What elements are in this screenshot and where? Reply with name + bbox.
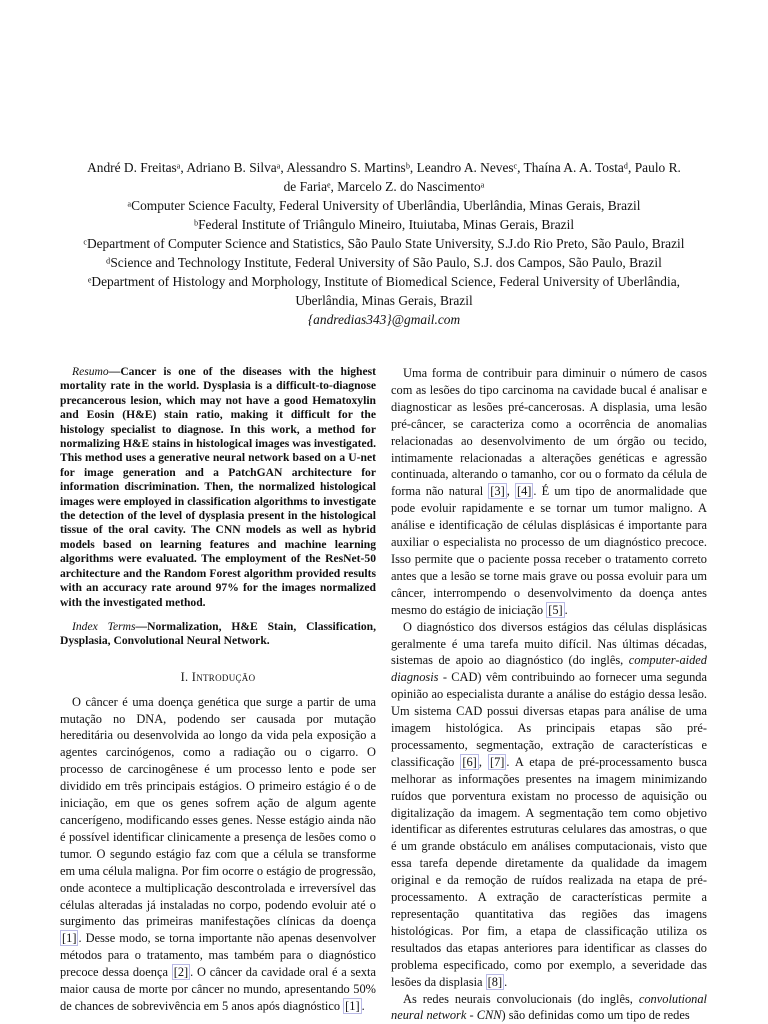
left-column xyxy=(60,365,376,1015)
paper-header xyxy=(52,158,716,329)
citation-link[interactable]: [3] xyxy=(490,484,505,499)
affiliation-e-line-1: ᵉDepartment of Histology and Morphology, Institute of Biomedical Science, Federal University of Uberlândia, xyxy=(88,274,680,289)
index-terms xyxy=(60,620,376,649)
text-segment: As redes neurais convolucionais (do inglês, xyxy=(403,991,639,1006)
right-paragraph-3 xyxy=(391,991,707,1024)
abstract xyxy=(60,365,376,610)
right-column xyxy=(391,365,707,1024)
text-segment: . xyxy=(504,974,508,989)
abstract-text: —Cancer is one of the diseases with the highest mortality rate in the world. Dysplasia is a difficult-to-diagnose precancerous lesion, which may not have a good Hematoxylin and Eosin (H&E) stain ratio, making it difficult for the histology specialist to diagnose. In this work, a method for normalizing H&E stains in histological images was investigated. This method uses a generative neural network based on a U-net for image generation and a PatchGAN architecture for information discrimination. Then, the normalized histological images were employed in classification algorithms to investigate the detection of the level of dysplasia present in the histological tissue of the oral cavity. The CNN models as well as hybrid models based on learning features and machine learning algorithms were evaluated. The employment of the ResNet-50 architecture and the Random Forest algorithm provided results with an accuracy rate around 97% for the images normalized with the investigated method. xyxy=(60,365,376,609)
citation-link[interactable]: [7] xyxy=(489,754,505,769)
text-segment: . A etapa de pré-processamento busca melhorar as informações presentes na imagem minimizando ruídos que porventura existam no processo de aquisição ou digitalização da imagem. A segmentação tem como objetivo identificar as diferentes estruturas celulares das amostras, o que é um grande obstáculo em análises computacionais, visto que essa tarefa depende diretamente da qualidade da imagem original e da remoção de ruídos realizada na etapa de pré-processamento. A extração de características permite a representação quantitativa das regiões das imagens histológicas. Por fim, a etapa de classificação utiliza os resultados das etapas anteriores para identificar as classes do problema especificado, como por exemplo, a severidade das lesões da displasia xyxy=(391,754,707,989)
right-paragraph-2 xyxy=(391,619,707,991)
text-segment: Uma forma de contribuir para diminuir o número de casos com as lesões do tipo carcinoma na cavidade bucal é analisar e diagnosticar as lesões pré-cancerosas. A displasia, uma lesão pré-câncer, se caracteriza como a ocorrência de anomalias relacionadas ao desenvolvimento de um órgão ou tecido, intimamente relacionadas a alterações genéticas e agressão continuada, alterando o tamanho, cor ou o formato da célula de forma não natural xyxy=(391,366,707,499)
citation-link[interactable]: [6] xyxy=(462,754,477,769)
right-paragraph-1 xyxy=(391,365,707,619)
index-terms-label: Index Terms xyxy=(72,619,136,633)
text-segment: O diagnóstico dos diversos estágios das células displásicas geralmente é uma tarefa muito difícil. Nas últimas décadas, sistemas de apoio ao diagnóstico (do inglês, xyxy=(391,619,707,668)
authors-line-1: André D. Freitasᵃ, Adriano B. Silvaᵃ, Alessandro S. Martinsᵇ, Leandro A. Nevesᶜ, Thaína A. A. Tostaᵈ, Paulo R. xyxy=(87,160,681,175)
text-segment: - CAD) vêm contribuindo ao fornecer uma segunda opinião ao especialista durante a análise do estágio dessa lesão. Um sistema CAD possui diversas etapas para análise de uma imagem histológica. As principais etapas são pré-processamento, segmentação, extração de características e classificação xyxy=(391,670,707,769)
authors-line-2: de Fariaᵉ, Marcelo Z. do Nascimentoᵃ xyxy=(283,179,485,194)
text-segment: , xyxy=(506,484,515,499)
citation-link[interactable]: [1] xyxy=(62,931,77,946)
contact-email: {andredias343}@gmail.com xyxy=(307,312,461,327)
citation-link[interactable]: [1] xyxy=(345,998,360,1013)
index-terms-text: —Normalization, H&E Stain, Classification, Dysplasia, Convolutional Neural Network. xyxy=(60,619,376,648)
text-segment: . Desse modo, se torna importante não apenas desenvolver métodos para o tratamento, mas também para o diagnóstico precoce dessa doença xyxy=(60,931,376,980)
affiliation-d: ᵈScience and Technology Institute, Federal University of São Paulo, S.J. dos Campos, São Paulo, Brazil xyxy=(106,255,662,270)
citation-link[interactable]: [5] xyxy=(548,602,563,617)
affiliation-e-line-2: Uberlândia, Minas Gerais, Brazil xyxy=(295,293,473,308)
text-segment: ) são definidas como um tipo de redes xyxy=(501,1008,690,1023)
citation-link[interactable]: [8] xyxy=(487,974,503,989)
text-segment: O câncer é uma doença genética que surge a partir de uma mutação no DNA, podendo ser causada por mutação hereditária ou desenvolvida ao longo da vida pela exposição a agentes carcinógenos, como a radiação ou o cigarro. O processo de carcinogênese é um processo lento e pode ser dividido em três principais estágios. O primeiro estágio é o de iniciação, em que os genes sofrem ação de algum agente cancerígeno, modificando esses genes. Nesse estágio ainda não é possível identificar clinicamente a presença de lesões como o tumor. O segundo estágio faz com que a célula se transforme em uma célula maligna. Por fim ocorre o estágio de progressão, onde acontece a multiplicação descontrolada e irreversível das células alteradas já instaladas no corpo, podendo evoluir até o surgimento das primeiras manifestações clínicas da doença xyxy=(60,694,376,929)
citation-link[interactable]: [4] xyxy=(516,484,532,499)
affiliation-c: ᶜDepartment of Computer Science and Statistics, São Paulo State University, S.J.do Rio Preto, São Paulo, Brazil xyxy=(83,236,685,251)
text-segment: . xyxy=(564,602,568,617)
text-segment: . O câncer da cavidade oral é a sexta maior causa de morte por câncer no mundo, apresentando 50% de chances de sobrevivência em 5 anos após diagnóstico xyxy=(60,965,376,1013)
citation-link[interactable]: [2] xyxy=(173,965,189,980)
affiliation-b: ᵇFederal Institute of Triângulo Mineiro, Ituiutaba, Minas Gerais, Brazil xyxy=(193,217,575,232)
italic-term: convolutional neural network - CNN xyxy=(391,991,707,1023)
text-segment: , xyxy=(478,754,488,769)
italic-term: computer-aided diagnosis xyxy=(391,653,707,685)
affiliation-a: ᵃComputer Science Faculty, Federal University of Uberlândia, Uberlândia, Minas Gerais, Brazil xyxy=(127,198,641,213)
section-title-introduction: I. Introdução xyxy=(180,669,256,684)
abstract-label: Resumo xyxy=(72,365,109,378)
text-segment: . xyxy=(361,998,365,1013)
intro-paragraph-1 xyxy=(60,694,376,1015)
text-segment: . É um tipo de anormalidade que pode evoluir rapidamente e se tornar um tumor maligno. A análise e identificação de células displásicas é importante para auxiliar o especialista no processo de um diagnóstico precoce. Isso permite que o paciente possa receber o tratamento correto antes que a lesão se torne mais grave ou possa evoluir para um câncer, interrompendo o desenvolvimento da doença antes mesmo do estágio de iniciação xyxy=(391,484,708,617)
